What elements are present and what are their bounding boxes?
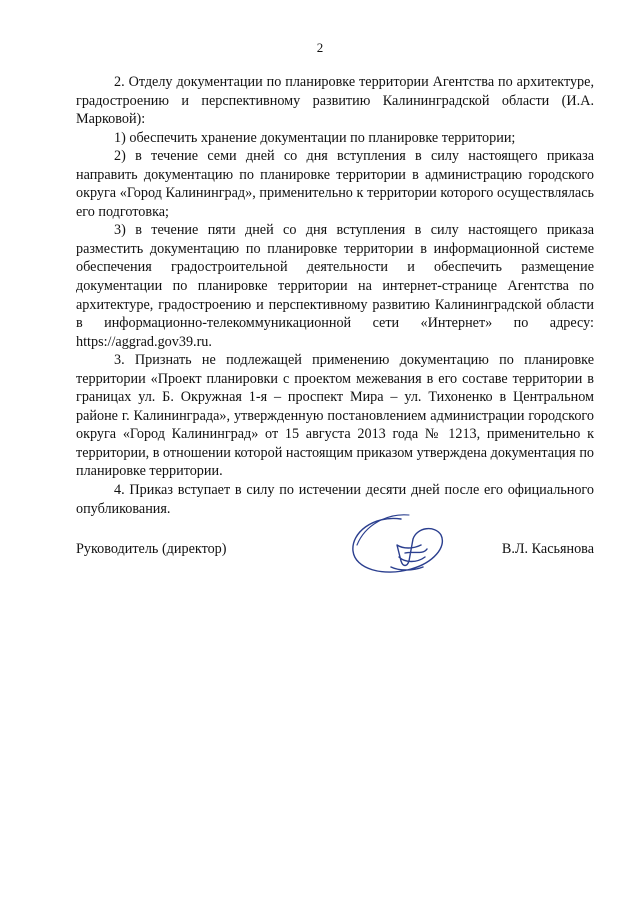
- paragraph-item-4: 4. Приказ вступает в силу по истечении десяти дней после его официального опубликования.: [76, 482, 594, 517]
- signer-title: Руководитель (директор): [76, 541, 227, 557]
- paragraph-item-3: 3. Признать не подлежащей применению документацию по планировке территории «Проект планировки с проектом межевания в его составе территории в границах ул. Б. Окружная 1-я – проспект Мира – ул. Тихоненко в Центральном районе г. Калининграда», утвержденную постановлением администрации городского округа «Город Калининград» от 15 августа 2013 года № 1213, применительно к территории, в отношении которой настоящим приказом утверждена документация по планировке территории.: [76, 352, 595, 480]
- signature-block: [76, 541, 594, 565]
- paragraph-subitem-1: 1) обеспечить хранение документации по планировке территории;: [114, 129, 516, 146]
- paragraph-subitem-2: 2) в течение семи дней со дня вступления в силу настоящего приказа направить документацию по планировке территории в администрацию городского округа «Город Калининград», применительно к территории которого осуществлялась его подготовка;: [76, 148, 594, 220]
- paragraph-subitem-3: 3) в течение пяти дней со дня вступления в силу настоящего приказа разместить документацию по планировке территории в информационной системе обеспечения градостроительной деятельности и обеспечить размещение документации по планировке территории на интернет-странице Агентства по архитектуре, градостроению и перспективному развитию Калининградской области в информационно-телекоммуникационной сети «Интернет» по адресу: https://aggrad.gov39.ru.: [76, 222, 594, 350]
- signer-name: В.Л. Касьянова: [501, 541, 594, 557]
- document-body: [76, 73, 594, 518]
- paragraph-item-2: 2. Отделу документации по планировке территории Агентства по архитектуре, градостроению и перспективному развитию Калининградской области (И.А. Марковой):: [76, 74, 594, 128]
- page-number: 2: [316, 40, 324, 55]
